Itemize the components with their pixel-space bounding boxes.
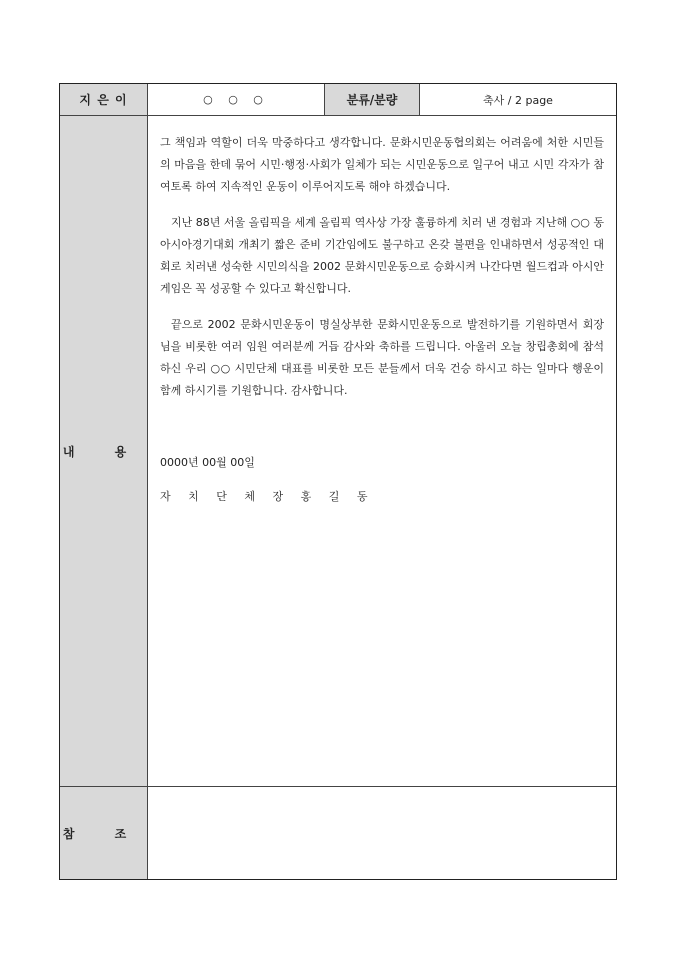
author-label: 지 은 이 — [60, 84, 148, 116]
content-paragraph: 그 책임과 역할이 더욱 막중하다고 생각합니다. 문화시민운동협의회는 어려움에 처한 시민들의 마음을 한데 묶어 시민·행정·사회가 일체가 되는 시민운동으로 일구어 내고 시민 각자가 참여토록 하여 지속적인 운동이 이루어지도록 해야 하겠습니다. — [160, 136, 604, 193]
author-value: ○ ○ ○ — [148, 84, 325, 116]
document-form — [59, 83, 617, 880]
content-paragraph: 지난 88년 서울 올림픽을 세계 올림픽 역사상 가장 훌륭하게 치러 낸 경험과 지난해 ○○ 동아시아경기대회 개최기 짧은 준비 기간임에도 불구하고 온갖 불편을 인내하면서 성공적인 대회로 치러낸 성숙한 시민의식을 2002 문화시민운동으로 승화시켜 나간다면 월드컵과 아시안게임은 꼭 성공할 수 있다고 확신합니다. — [160, 216, 604, 295]
date-line: 0000년 00월 00일 — [160, 456, 255, 469]
content-body — [148, 116, 616, 787]
content-text — [160, 132, 604, 522]
signature-line: 자 치 단 체 장 홍 길 동 — [160, 490, 375, 503]
reference-body — [148, 787, 616, 879]
category-value: 축사 / 2 page — [420, 84, 616, 116]
category-label: 분류/분량 — [325, 84, 420, 116]
reference-label: 참 조 — [60, 787, 148, 879]
content-paragraph: 끝으로 2002 문화시민운동이 명실상부한 문화시민운동으로 발전하기를 기원하면서 회장님을 비롯한 여러 임원 여러분께 거듭 감사와 축하를 드립니다. 아울러 오늘 창립총회에 참석하신 우리 ○○ 시민단체 대표를 비롯한 모든 분들께서 더욱 건승 하시고 하는 일마다 행운이 함께 하시기를 기원합니다. 감사합니다. — [160, 318, 604, 397]
content-label: 내 용 — [60, 116, 148, 787]
